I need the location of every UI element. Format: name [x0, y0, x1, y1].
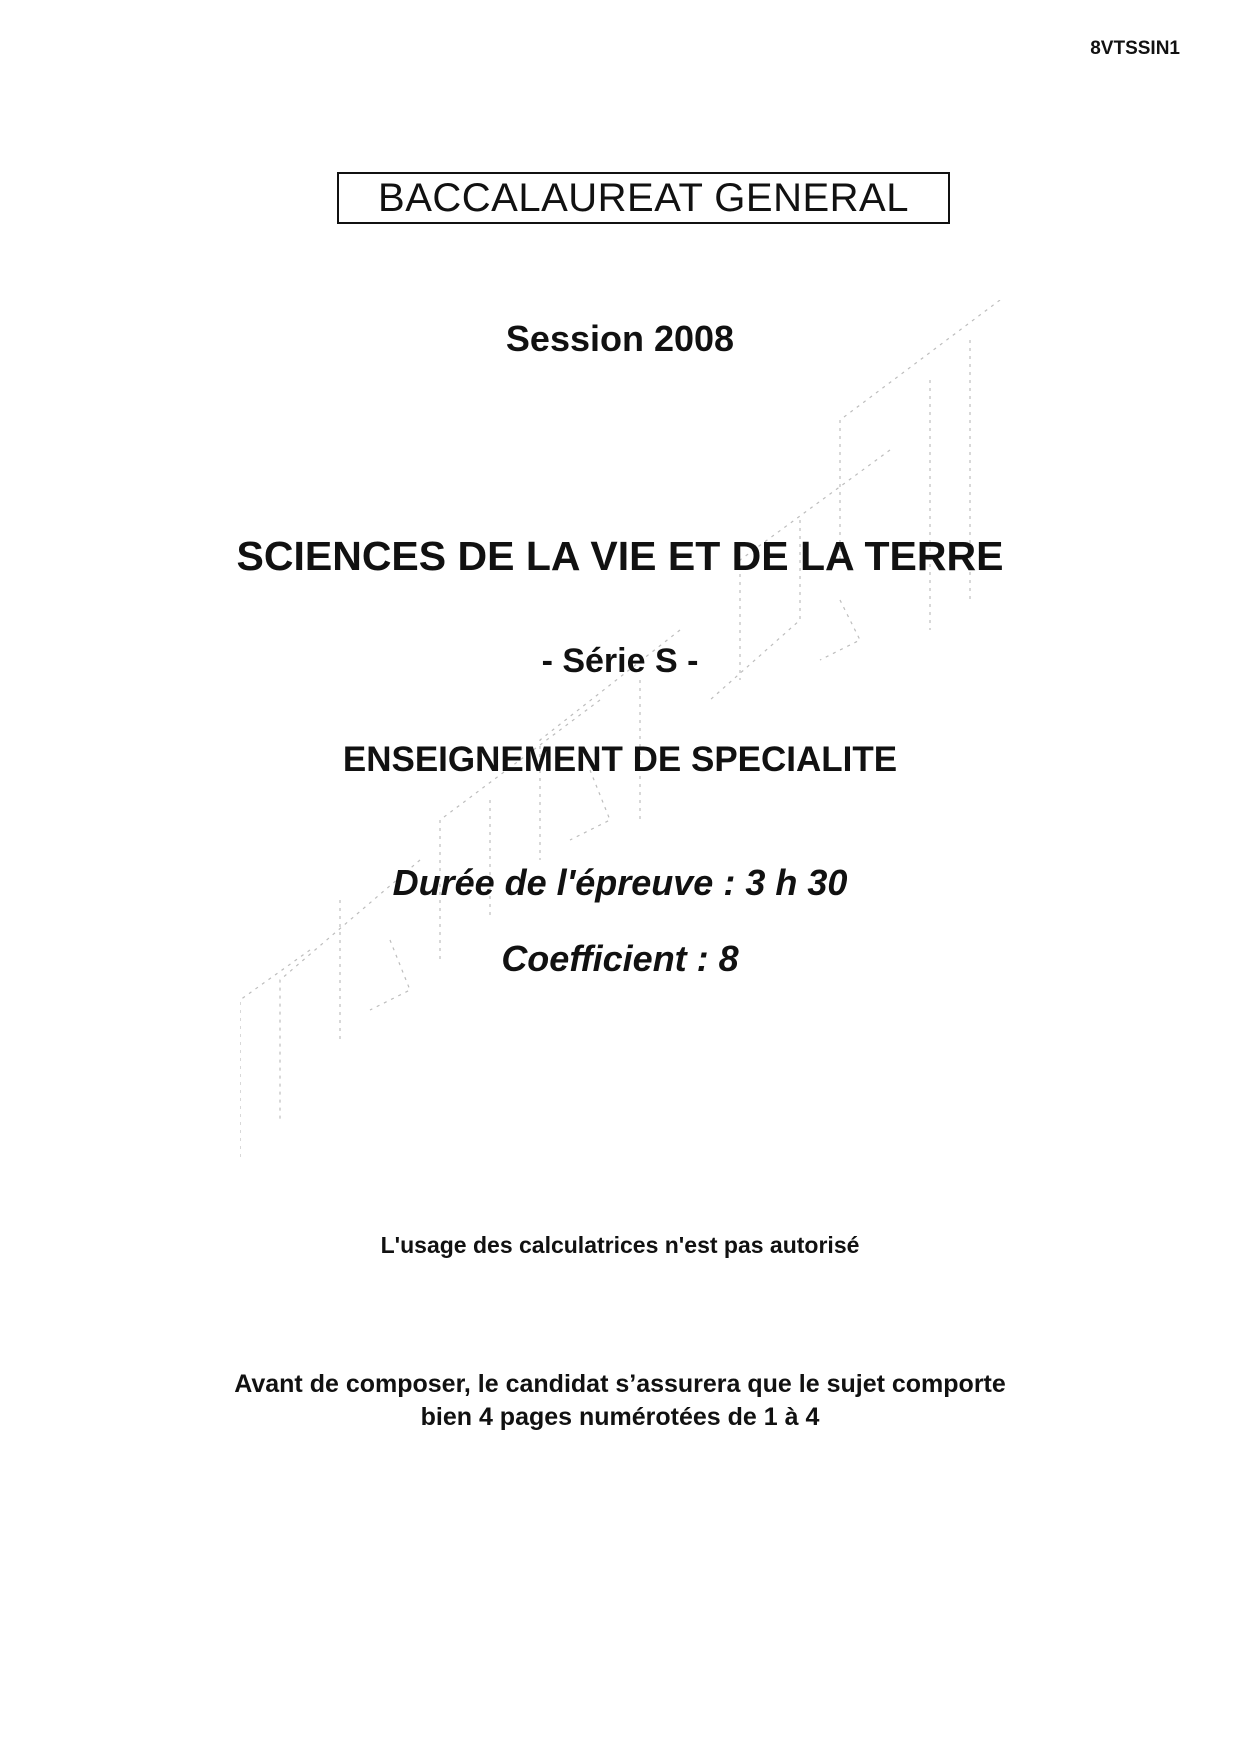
page-count-notice-line-2: bien 4 pages numérotées de 1 à 4: [420, 1403, 820, 1431]
serie-label: - Série S -: [541, 642, 699, 680]
subject-title: SCIENCES DE LA VIE ET DE LA TERRE: [236, 533, 1004, 579]
duration-label: Durée de l'épreuve : 3 h 30: [392, 862, 848, 903]
exam-title: BACCALAUREAT GENERAL: [337, 172, 950, 224]
calculator-notice: L'usage des calculatrices n'est pas autorisé: [380, 1232, 860, 1258]
page-count-notice-line-1: Avant de composer, le candidat s’assurera que le sujet comporte: [234, 1370, 1006, 1398]
document-code: 8VTSSIN1: [1090, 38, 1180, 59]
page-count-notice: [0, 1368, 1240, 1434]
option-label: ENSEIGNEMENT DE SPECIALITE: [342, 740, 898, 779]
session-label: Session 2008: [505, 318, 735, 359]
coefficient-label: Coefficient : 8: [501, 938, 739, 979]
